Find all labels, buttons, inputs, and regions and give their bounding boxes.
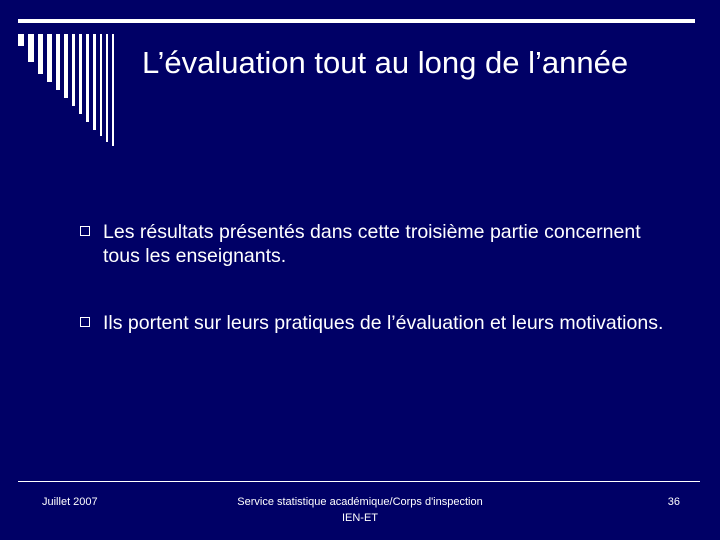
page-number: 36 bbox=[667, 496, 680, 508]
footer-date: Juillet 2007 bbox=[42, 496, 98, 508]
slide-title: L’évaluation tout au long de l’année bbox=[142, 45, 629, 80]
footer-source: Service statistique académique/Corps d'inspection IEN-ET bbox=[237, 496, 483, 524]
bullet-text: Les résultats présentés dans cette troisième partie concernent tous les enseignants. bbox=[103, 221, 641, 267]
footer-rule bbox=[18, 481, 700, 482]
square-bullet-icon bbox=[80, 226, 90, 236]
square-bullet-icon bbox=[80, 317, 90, 327]
bullet-item bbox=[80, 311, 680, 335]
bullet-list bbox=[80, 220, 680, 378]
bullet-item bbox=[80, 220, 680, 268]
top-rule bbox=[18, 19, 695, 23]
bullet-text: Ils portent sur leurs pratiques de l’évaluation et leurs motivations. bbox=[103, 312, 664, 334]
decorative-bars bbox=[18, 34, 148, 149]
